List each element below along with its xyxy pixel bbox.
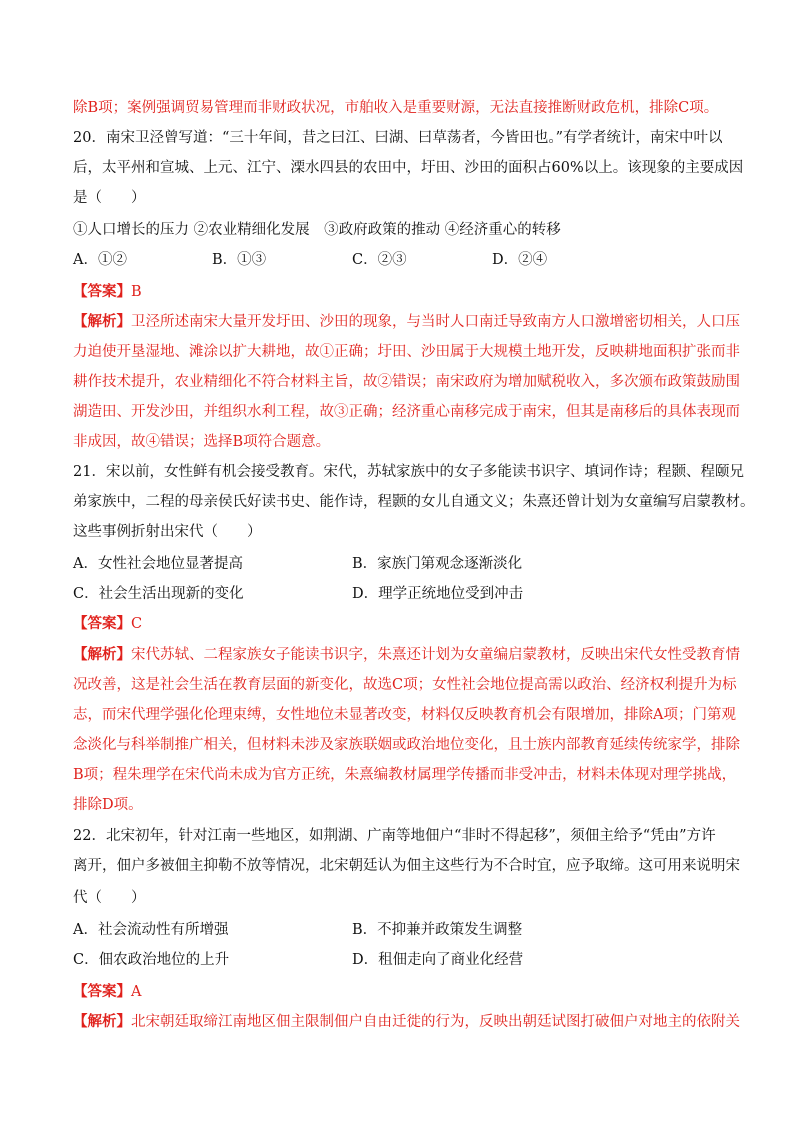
- q20-answer: [73, 282, 142, 302]
- q21-option-a: A．女性社会地位显著提高: [73, 556, 243, 572]
- q22-option-c: C．佃农政治地位的上升: [73, 952, 230, 968]
- q21-stem-line: 这些事例折射出宋代（ ）: [73, 524, 262, 540]
- q21-stem-line: 21．宋以前，女性鲜有机会接受教育。宋代，苏轼家族中的女子多能读书识字、填词作诗；程颢、程颐兄: [73, 464, 744, 480]
- q20-analysis-line: [73, 312, 740, 332]
- q20-analysis-line: 力迫使开垦湿地、滩涂以扩大耕地，故①正确；圩田、沙田属于大规模土地开发，反映耕地面积扩张而非: [73, 344, 740, 360]
- q20-stem-line: 20．南宋卫泾曾写道：“三十年间，昔之曰江、曰湖、曰草荡者，今皆田也。”有学者统计，南宋中叶以: [73, 130, 723, 146]
- q22-analysis-line: [73, 1012, 740, 1032]
- q22-answer: [73, 982, 141, 1002]
- q21-analysis-line: 况改善，这是社会生活在教育层面的新变化，故选C项；女性社会地位提高需以政治、经济权利提升为标: [73, 677, 737, 693]
- q22-option-b: B．不抑兼并政策发生调整: [352, 922, 523, 938]
- q20-option-b: B．①③: [212, 252, 267, 268]
- q21-option-b: B．家族门第观念逐渐淡化: [352, 556, 523, 572]
- q21-analysis-line: 排除D项。: [73, 797, 143, 813]
- answer-value: A: [131, 984, 142, 1000]
- q21-analysis-line: 志，而宋代理学强化伦理束缚，女性地位未显著改变，材料仅反映教育机会有限增加，排除A项；门第观: [73, 707, 736, 723]
- q22-option-a: A．社会流动性有所增强: [73, 922, 229, 938]
- q20-stem-line: 后，太平州和宣城、上元、江宁、溧水四县的农田中，圩田、沙田的面积占60%以上。该现象的主要成因: [73, 160, 744, 176]
- q22-option-d: D．租佃走向了商业化经营: [352, 952, 524, 968]
- q20-analysis-line: 非成因，故④错误；选择B项符合题意。: [73, 434, 331, 450]
- q22-stem-line: 离开，佃户多被佃主抑勒不放等情况，北宋朝廷认为佃主这些行为不合时宜，应予取缔。这可用来说明宋: [73, 858, 740, 874]
- q20-stem-line: 是（ ）: [73, 190, 146, 206]
- q21-analysis-line: [73, 645, 740, 665]
- answer-value: B: [131, 284, 142, 300]
- q21-option-c: C．社会生活出现新的变化: [73, 586, 244, 602]
- answer-tag: 【答案】: [73, 615, 131, 632]
- analysis-text: 北宋朝廷取缔江南地区佃主限制佃户自由迁徙的行为，反映出朝廷试图打破佃户对地主的依附关: [131, 1014, 740, 1030]
- q22-stem-line: 22．北宋初年，针对江南一些地区，如荆湖、广南等地佃户“非时不得起移”，须佃主给予“凭由”方许: [73, 828, 716, 844]
- answer-tag: 【答案】: [73, 283, 131, 300]
- analysis-tag: 【解析】: [73, 1013, 131, 1030]
- q20-analysis-line: 湖造田、开发沙田，并组织水利工程，故③正确；经济重心南移完成于南宋，但其是南移后的具体表现而: [73, 404, 740, 420]
- q20-option-a: A．①②: [73, 252, 127, 268]
- answer-value: C: [131, 616, 143, 632]
- analysis-text: 卫泾所述南宋大量开发圩田、沙田的现象，与当时人口南迁导致南方人口激增密切相关，人口压: [131, 314, 740, 330]
- q21-answer: [73, 614, 142, 634]
- q21-analysis-line: 念淡化与科举制推广相关，但材料未涉及家族联姻或政治地位变化，且士族内部教育延续传统家学，排除: [73, 737, 740, 753]
- q20-analysis-line: 耕作技术提升，农业精细化不符合材料主旨，故②错误；南宋政府为增加赋税收入，多次颁布政策鼓励围: [73, 374, 740, 390]
- analysis-tag: 【解析】: [73, 646, 131, 663]
- analysis-tag: 【解析】: [73, 313, 131, 330]
- q21-analysis-line: B项；程朱理学在宋代尚未成为官方正统，朱熹编教材属理学传播而非受冲击，材料未体现对理学挑战，: [73, 767, 737, 783]
- q20-option-c: C．②③: [352, 252, 407, 268]
- answer-tag: 【答案】: [73, 983, 131, 1000]
- q20-items: ①人口增长的压力 ②农业精细化发展 ③政府政策的推动 ④经济重心的转移: [73, 222, 561, 238]
- q22-stem-line: 代（ ）: [73, 890, 146, 906]
- q21-option-d: D．理学正统地位受到冲击: [352, 586, 524, 602]
- prev-explanation-tail: 除B项；案例强调贸易管理而非财政状况，市舶收入是重要财源，无法直接推断财政危机，排除C项。: [73, 100, 719, 116]
- q20-option-d: D．②④: [492, 252, 548, 268]
- q21-stem-line: 弟家族中，二程的母亲侯氏好读书史、能作诗，程颢的女儿自通文义；朱熹还曾计划为女童编写启蒙教材。: [73, 494, 755, 510]
- analysis-text: 宋代苏轼、二程家族女子能读书识字，朱熹还计划为女童编启蒙教材，反映出宋代女性受教育情: [131, 647, 740, 663]
